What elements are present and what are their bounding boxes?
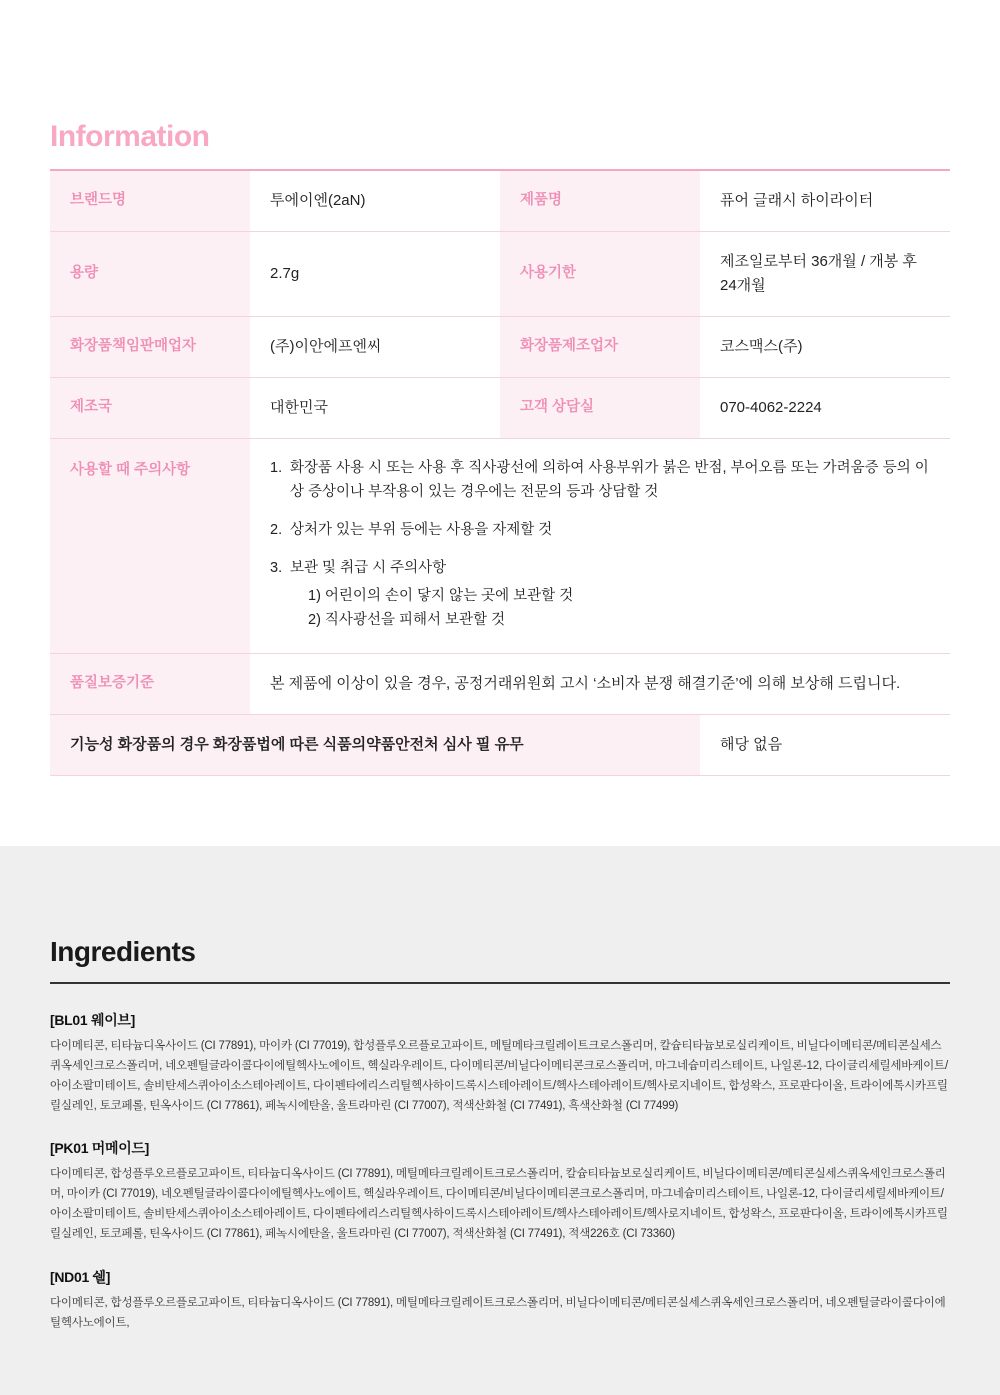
- precautions-list: [270, 457, 930, 633]
- table-row: [50, 170, 950, 232]
- expiry-label: 사용기한: [500, 232, 700, 317]
- quality-label: 품질보증기준: [50, 653, 250, 714]
- table-row-functional: [50, 714, 950, 775]
- sublist-item: 2) 직사광선을 피해서 보관할 것: [308, 611, 506, 628]
- ingredients-divider: [50, 982, 950, 984]
- expiry-value: 제조일로부터 36개월 / 개봉 후 24개월: [700, 232, 950, 317]
- functional-label: 기능성 화장품의 경우 화장품법에 따른 식품의약품안전처 심사 필 유무: [50, 714, 700, 775]
- list-item-number: 1.: [270, 460, 283, 476]
- sublist-item: 1) 어린이의 손이 닿지 않는 곳에 보관할 것: [308, 587, 574, 604]
- precautions-sublist: [290, 585, 930, 633]
- precautions-value: [250, 439, 950, 654]
- list-item: [270, 557, 930, 633]
- ingredient-list-text: 다이메티콘, 합성플루오르플로고파이트, 티타늄디옥사이드 (CI 77891), 메틸메타크릴레이트크로스폴리머, 칼슘티타늄보로실리케이트, 비닐다이메티콘/메티콘실세스퀴옥세인크로스폴리머, 마이카 (CI 77019), 네오펜틸글라이콜다이에틸헥사노에이트, 헥실라우레이트, 다이메티콘/비닐다이메티콘크로스폴리머, 마그네슘미리스테이트, 나일론-12, 다이글리세릴세바케이트/아이소팔미테이트, 솔비탄세스퀴아이소스테아레이트, 다이펜타에리스리틸헥사하이드록시스테아레이트/헥사스테아레이트/헥사로지네이트, 합성왁스, 프로판다이올, 트라이에톡시카프릴릴실레인, 토코페롤, 틴옥사이드 (CI 77861), 페녹시에탄올, 울트라마린 (CI 77007), 적색산화철 (CI 77491), 적색226호 (CI 73360): [50, 1168, 948, 1241]
- list-item-text: 상처가 있는 부위 등에는 사용을 자제할 것: [290, 521, 553, 538]
- ingredient-shade-name: [ND01 쉘]: [50, 1268, 111, 1285]
- ingredient-block: [50, 1010, 950, 1117]
- ingredient-block: [50, 1267, 950, 1333]
- manufacturer-label: 화장품제조업자: [500, 317, 700, 378]
- origin-value: 대한민국: [250, 378, 500, 439]
- table-row: [50, 378, 950, 439]
- product-name-value: 퓨어 글래시 하이라이터: [700, 170, 950, 232]
- quality-value: 본 제품에 이상이 있을 경우, 공정거래위원회 고시 ‘소비자 분쟁 해결기준’에 의해 보상해 드립니다.: [250, 653, 950, 714]
- seller-value: (주)이안에프엔씨: [250, 317, 500, 378]
- information-heading: Information: [50, 120, 210, 153]
- list-item-text: 화장품 사용 시 또는 사용 후 직사광선에 의하여 사용부위가 붉은 반점, 부어오름 또는 가려움증 등의 이상 증상이나 부작용이 있는 경우에는 전문의 등과 상담할 것: [290, 460, 929, 500]
- customer-service-label: 고객 상담실: [500, 378, 700, 439]
- list-item-text: 보관 및 취급 시 주의사항: [290, 559, 447, 576]
- list-item: [270, 457, 930, 505]
- ingredient-list-text: 다이메티콘, 티타늄디옥사이드 (CI 77891), 마이카 (CI 77019), 합성플루오르플로고파이트, 메틸메타크릴레이트크로스폴리머, 칼슘티타늄보로실리케이트, 비닐다이메티콘/메티콘실세스퀴옥세인크로스폴리머, 네오펜틸글라이콜다이에틸헥사노에이트, 헥실라우레이트, 다이메티콘/비닐다이메티콘크로스폴리머, 마그네슘미리스테이트, 나일론-12, 다이글리세릴세바케이트/아이소팔미테이트, 솔비탄세스퀴아이소스테아레이트, 다이펜타에리스리틸헥사하이드록시스테아레이트/헥사스테아레이트/헥사로지네이트, 합성왁스, 프로판다이올, 트라이에톡시카프릴릴실레인, 토코페롤, 틴옥사이드 (CI 77861), 페녹시에탄올, 울트라마린 (CI 77007), 적색산화철 (CI 77491), 흑색산화철 (CI 77499): [50, 1039, 948, 1112]
- ingredient-block: [50, 1138, 950, 1245]
- table-row: [50, 232, 950, 317]
- ingredients-section: [0, 846, 1000, 1395]
- table-row-precautions: [50, 439, 950, 654]
- origin-label: 제조국: [50, 378, 250, 439]
- ingredient-shade-name: [BL01 웨이브]: [50, 1011, 136, 1028]
- brand-name-value: 투에이엔(2aN): [250, 170, 500, 232]
- list-item-number: 3.: [270, 559, 283, 576]
- product-name-label: 제품명: [500, 170, 700, 232]
- manufacturer-value: 코스맥스(주): [700, 317, 950, 378]
- volume-label: 용량: [50, 232, 250, 317]
- table-row-quality: [50, 653, 950, 714]
- customer-service-value: 070-4062-2224: [700, 378, 950, 439]
- functional-value: 해당 없음: [700, 714, 950, 775]
- ingredient-shade-name: [PK01 머메이드]: [50, 1140, 150, 1157]
- list-item-number: 2.: [270, 521, 283, 538]
- seller-label: 화장품책임판매업자: [50, 317, 250, 378]
- information-table: [50, 169, 950, 776]
- list-item: [270, 519, 930, 543]
- volume-value: 2.7g: [250, 232, 500, 317]
- table-row: [50, 317, 950, 378]
- ingredients-heading: Ingredients: [50, 935, 196, 967]
- brand-name-label: 브랜드명: [50, 170, 250, 232]
- precautions-label: 사용할 때 주의사항: [50, 439, 250, 654]
- ingredient-list-text: 다이메티콘, 합성플루오르플로고파이트, 티타늄디옥사이드 (CI 77891), 메틸메타크릴레이트크로스폴리머, 비닐다이메티콘/메티콘실세스퀴옥세인크로스폴리머, 네오펜틸글라이콜다이에틸헥사노에이트,: [50, 1296, 946, 1329]
